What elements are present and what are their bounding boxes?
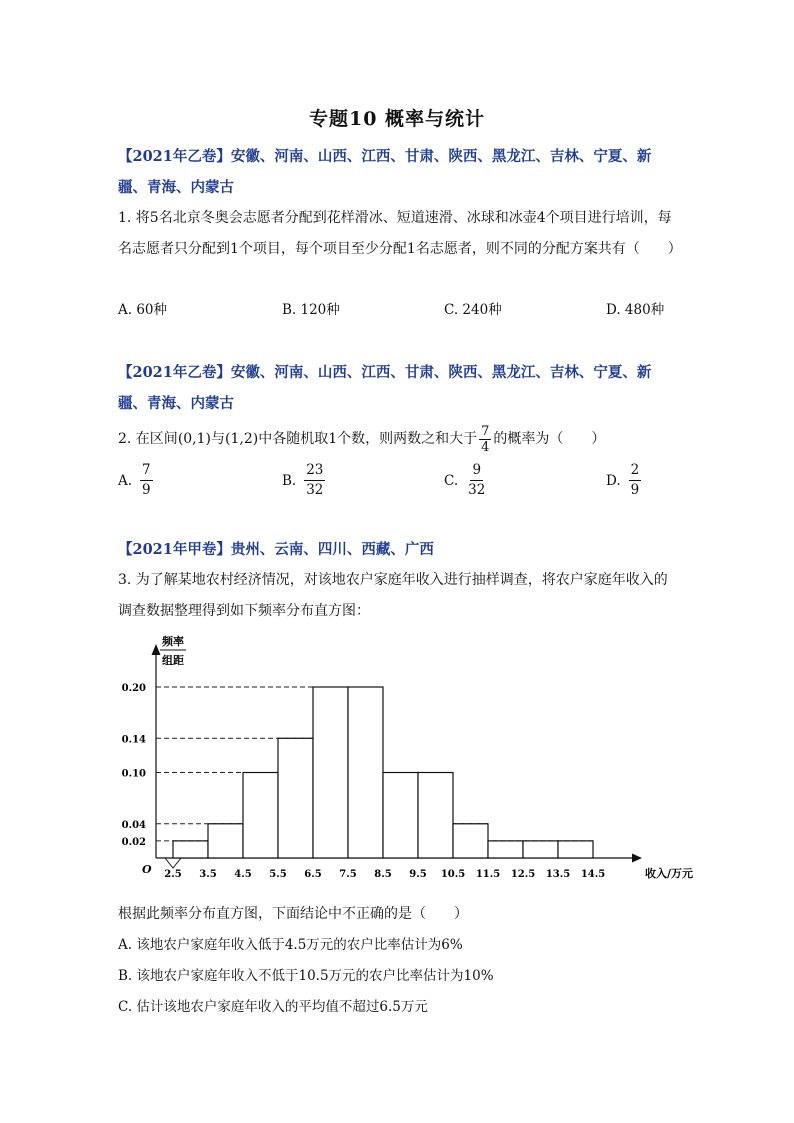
x-axis-arrow	[632, 854, 642, 863]
option-a-label: A.	[118, 472, 133, 489]
option-c-num: 9	[470, 462, 483, 481]
option-c: C. 240种	[444, 302, 502, 318]
x-tick-label: 14.5	[580, 869, 606, 880]
q2-interval2: (1,2)	[225, 431, 259, 447]
histogram-bar	[383, 773, 418, 859]
q2-prefix: 2. 在区间	[118, 431, 178, 447]
option-d-num: 2	[629, 462, 642, 481]
x-tick-label: 6.5	[304, 869, 322, 880]
option-b-den: 32	[306, 482, 324, 498]
y-label-denominator: 组距	[162, 654, 184, 667]
histogram-bar	[453, 824, 488, 858]
option-c: C. 估计该地农户家庭年收入的平均值不超过6.5万元	[118, 999, 428, 1015]
question-2-text	[118, 420, 678, 458]
y-tick-label: 0.10	[121, 768, 146, 780]
histogram-bar	[523, 841, 558, 858]
q2-interval1: (0,1)	[177, 431, 212, 447]
x-tick-label: 7.5	[339, 869, 357, 880]
histogram-bar	[558, 841, 593, 858]
q2-connector: 与	[211, 431, 226, 447]
question-1-text: 1. 将5名北京冬奥会志愿者分配到花样滑冰、短道速滑、冰球和冰壶4个项目进行培训，每名志愿者只分配到1个项目，每个项目至少分配1名志愿者，则不同的分配方案共有（ ）	[118, 210, 682, 257]
option-b-label: B.	[282, 472, 297, 489]
x-tick-label: 5.5	[269, 869, 287, 880]
option-d-fraction	[629, 462, 642, 499]
option-d: D. 480种	[606, 302, 665, 318]
y-tick-label: 0.04	[121, 819, 146, 831]
histogram-bar	[313, 687, 348, 858]
x-tick-label: 12.5	[510, 869, 536, 880]
x-tick-label: 10.5	[440, 869, 466, 880]
option-a-den: 9	[142, 482, 151, 498]
source-header-2: 【2021年乙卷】安徽、河南、山西、江西、甘肃、陕西、黑龙江、吉林、宁夏、新疆、青海、内蒙古	[118, 364, 652, 412]
histogram-bar	[418, 773, 453, 859]
option-d-den: 9	[630, 482, 640, 498]
y-axis-arrow	[152, 644, 161, 655]
option-b: B. 该地农户家庭年收入不低于10.5万元的农户比率估计为10%	[118, 968, 494, 984]
option-c-den: 32	[468, 482, 486, 498]
x-tick-label: 8.5	[374, 869, 392, 880]
x-axis-label: 收入/万元	[645, 867, 694, 880]
q2-fraction-den: 4	[481, 439, 490, 455]
option-a: A. 60种	[118, 302, 168, 318]
option-a-num: 7	[140, 462, 153, 481]
q2-fraction	[479, 424, 491, 455]
x-tick-label: 3.5	[199, 869, 217, 880]
option-b-num: 23	[304, 462, 325, 481]
question-3-text: 3. 为了解某地农村经济情况，对该地农户家庭年收入进行抽样调查，将农户家庭年收入的调查数据整理得到如下频率分布直方图：	[118, 572, 668, 619]
x-tick-label: 9.5	[409, 869, 427, 880]
option-b	[282, 462, 325, 499]
x-tick-label: 2.5	[164, 869, 182, 880]
page-title: 专题10 概率与统计	[308, 108, 486, 130]
q2-mid: 中各随机取1个数，则两数之和大于	[258, 431, 478, 447]
question-1-options	[118, 298, 678, 322]
y-tick-label: 0.20	[121, 683, 146, 694]
y-tick-label: 0.02	[121, 836, 146, 848]
option-b: B. 120种	[282, 302, 340, 318]
option-c-label: C.	[444, 472, 459, 489]
x-tick-label: 4.5	[234, 869, 252, 880]
frequency-histogram	[118, 630, 694, 882]
question-3-prompt: 根据此频率分布直方图，下面结论中不正确的是（ ）	[118, 906, 468, 922]
source-header-3: 【2021年甲卷】贵州、云南、四川、西藏、广西	[118, 541, 434, 558]
y-label-numerator: 频率	[162, 635, 184, 648]
option-b-fraction	[304, 462, 325, 499]
option-a-fraction	[140, 462, 153, 499]
source-header-1: 【2021年乙卷】安徽、河南、山西、江西、甘肃、陕西、黑龙江、吉林、宁夏、新疆、青海、内蒙古	[118, 148, 652, 196]
x-tick-label: 11.5	[475, 869, 501, 880]
histogram-bar	[348, 687, 383, 858]
origin-label: O	[142, 863, 152, 876]
option-c-fraction	[466, 462, 487, 499]
question-2-options	[118, 462, 678, 502]
histogram-bar	[243, 773, 278, 859]
option-c	[444, 462, 487, 499]
histogram-bar	[278, 738, 313, 858]
histogram-bar	[488, 841, 523, 858]
option-d-label: D.	[606, 472, 621, 489]
option-a	[118, 462, 153, 499]
q2-suffix: 的概率为（ ）	[493, 431, 606, 447]
option-a: A. 该地农户家庭年收入低于4.5万元的农户比率估计为6%	[118, 937, 463, 953]
y-tick-label: 0.14	[121, 734, 146, 746]
option-d	[606, 462, 641, 499]
axis-break	[165, 858, 181, 868]
q2-fraction-num: 7	[481, 423, 490, 439]
histogram-bar	[208, 824, 243, 858]
histogram-bar	[173, 841, 208, 858]
x-tick-label: 13.5	[545, 869, 571, 880]
